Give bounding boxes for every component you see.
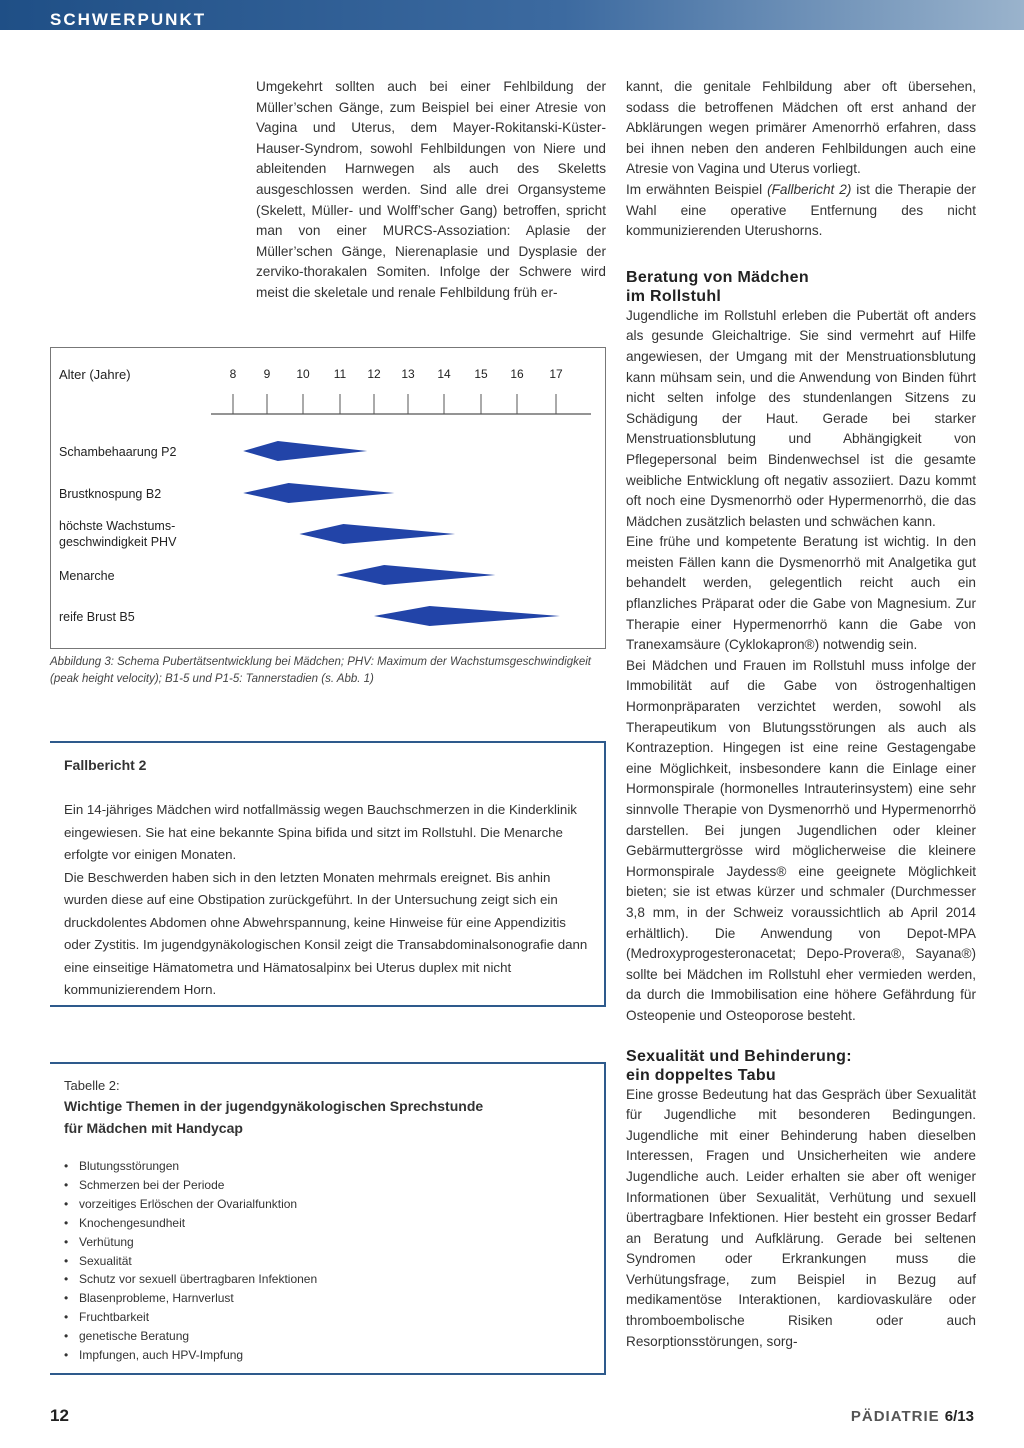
heading-line: ein doppeltes Tabu <box>626 1066 777 1084</box>
list-item: • Schmerzen bei der Periode <box>64 1176 590 1195</box>
puberty-diagram-svg <box>51 348 607 650</box>
stage-bar <box>299 524 455 544</box>
tick-label: 13 <box>401 367 415 381</box>
paragraph: Umgekehrt sollten auch bei einer Fehlbildung der Müller’schen Gänge, zum Beispiel bei einer Atresie von Vagina und Uterus, dem Mayer-Rokitanski-Küster-Hauser-Syndrom, sowohl Fehlbildungen von Niere und ableitenden Harnwegen als auch des Skeletts ausgeschlossen werden. Sind alle drei Organsysteme (Skelett, Müller- und Wolff’scher Gang) betroffen, spricht man von einer MURCS-Assoziation: Aplasie der Müller’schen Gänge, Nierenaplasie und Dysplasie der zerviko-thorakalen Somiten. Infolge der Schwere wird meist die skeletale und renale Fehlbildung früh er- <box>256 79 606 300</box>
heading-line: Sexualität und Behinderung: <box>626 1047 852 1065</box>
paragraph: Jugendliche im Rollstuhl erleben die Pubertät oft anders als gesunde Gleichaltrige. Sie sind vermehrt auf Hilfe angewiesen, der Umgang mit der Menstruationsblutung kann mühsam sein, und die Anwendung von Binden führt nicht selten infolge des stundenlangen Sitzens zu Schädigung der Haut. Gerade bei starker Menstruationsblutung und Abhängigkeit von Pflegepersonal beim Bindenwechsel ist die gesamte weibliche Entwicklung oft negativ assoziiert. Dazu kommt oft noch eine Dysmenorrhö oder Hypermenorrhö, die das Mädchen zusätzlich belasten und schwächen kann. <box>626 307 976 529</box>
fallbericht-paragraph: Die Beschwerden haben sich in den letzten Monaten mehrmals ereignet. Bis anhin wurden diese auf eine Obstipation zurückgeführt. In der Untersuchung zeigt sich ein druckdolentes Abdomen ohne Abwehrspannung, keine Hinweise für eine Appendizitis oder Zystitis. Im jugendgynäkologischen Konsil zeigt die Transabdominalsonografie dann eine einseitige Hämatometra und Hämatosalpinx bei Uterus duplex mit nicht kommunizierendem Horn. <box>64 869 588 997</box>
issue-number: 6/13 <box>944 1408 974 1425</box>
fallbericht-box <box>50 741 606 1007</box>
section-heading-rollstuhl <box>626 268 976 306</box>
tabelle-title <box>64 1095 590 1139</box>
list-item: • genetische Beratung <box>64 1327 590 1346</box>
stage-label: Menarche <box>59 569 115 583</box>
list-item: • Fruchtbarkeit <box>64 1308 590 1327</box>
axis-label: Alter (Jahre) <box>59 367 131 382</box>
tabelle-label: Tabelle 2: <box>64 1078 120 1093</box>
title-line: Wichtige Themen in der jugendgynäkologischen Sprechstunde <box>64 1098 484 1114</box>
tick-label: 10 <box>296 367 310 381</box>
section-header-bar <box>0 0 1024 30</box>
stage-label: höchste Wachstums-geschwindigkeit PHV <box>59 519 177 549</box>
stage-bar <box>243 483 394 503</box>
reference-fallbericht: (Fallbericht 2) <box>767 181 852 197</box>
tick-label: 9 <box>263 367 271 381</box>
heading-line: Beratung von Mädchen <box>626 268 809 286</box>
stage-bar <box>243 441 367 461</box>
puberty-diagram <box>50 347 606 649</box>
list-item: • Impfungen, auch HPV-Impfung <box>64 1346 590 1365</box>
text-run: Im erwähnten Beispiel <box>626 181 768 197</box>
list-item: • vorzeitiges Erlöschen der Ovarialfunktion <box>64 1195 590 1214</box>
list-item: • Blasenprobleme, Harnverlust <box>64 1289 590 1308</box>
list-item: • Verhütung <box>64 1233 590 1252</box>
fallbericht-title: Fallbericht 2 <box>64 757 147 773</box>
tabelle-box <box>50 1062 606 1375</box>
topic-list <box>64 1157 590 1365</box>
stage-bar <box>374 606 560 626</box>
section-title: SCHWERPUNKT <box>50 10 207 29</box>
paragraph: Eine frühe und kompetente Beratung ist wichtig. In den meisten Fällen kann die Dysmenorrhö mit Analgetika gut behandelt werden, gelegentlich reicht auch ein pflanzliches Präparat oder die Gabe von Magnesium. Zur Therapie einer Hypermenorrhö kann die Gabe von Tranexamsäure (Cyklokapron®) notwendig sein. <box>626 534 976 653</box>
fallbericht-paragraph: Ein 14-jähriges Mädchen wird notfallmässig wegen Bauchschmerzen in die Kinderklinik eingewiesen. Sie hat eine bekannte Spina bifida und sitzt im Rollstuhl. Die Menarche erfolgte vor einigen Monaten. <box>64 802 577 862</box>
stage-bar <box>336 565 495 585</box>
right-column <box>626 77 976 1352</box>
heading-line: im Rollstuhl <box>626 287 722 305</box>
paragraph <box>626 180 976 242</box>
stage-label: Brustknospung B2 <box>59 487 162 501</box>
magazine-name: PÄDIATRIE <box>850 1408 940 1425</box>
page-number: 12 <box>50 1406 69 1425</box>
paragraph: Eine grosse Bedeutung hat das Gespräch über Sexualität für Jugendliche mit besonderen Bedingungen. Jugendliche mit einer Behinderung haben dieselben Interessen, Fragen und Unsicherheiten wie andere Jugendliche auch. Leider erhalten sie aber oft weniger Informationen über Sexualität, Verhütung und sexuell übertragbare Infektionen. Hier besteht ein grosser Bedarf an Beratung und Aufklärung. Gerade bei seltenen Syndromen oder Erkrankungen muss die Verhütungsfrage, zum Beispiel in Bezug auf medikamentöse Interaktionen, kardiovaskuläre oder thromboembolische Risiken oder auch Resorptionsstörungen, sorg- <box>626 1086 976 1349</box>
figure-caption: Abbildung 3: Schema Pubertätsentwicklung bei Mädchen; PHV: Maximum der Wachstumsgeschwindigkeit (peak height velocity); B1-5 und P1-5: Tannerstadien (s. Abb. 1) <box>50 656 591 685</box>
tick-label: 14 <box>437 367 451 381</box>
stage-label: reife Brust B5 <box>59 610 135 624</box>
text-run: ist die Therapie der Wahl eine operative Entfernung des nicht kommunizierenden Uterushorns. <box>626 181 976 239</box>
paragraph: Bei Mädchen und Frauen im Rollstuhl muss infolge der Immobilität auf die Gabe von östrogenhaltigen Hormonpräparaten verzichtet werden, sowohl als Therapeutikum von Blutungsstörungen als auch als Kontrazeption. Hingegen ist eine reine Gestagengabe eine Möglichkeit, insbesondere kann die Einlage einer Hormonspirale (hormonelles Intrauterinsystem) eine sehr sinnvolle Therapie von Dysmenorrhö und Hypermenorrhö darstellen. Bei jungen Jugendlichen oder kleiner Gebärmuttergrösse wird möglicherweise die kleinere Hormonspirale Jaydess® eine geeignete Möglichkeit bieten; sie ist etwas kürzer und schmaler (Durchmesser 3,8 mm, in der Schweiz voraussichtlich ab April 2014 erhältlich). Die Anwendung von Depot-MPA (Medroxyprogesteronacetat; Depo-Provera®, Sayana®) sollte bei Mädchen im Rollstuhl eher vermieden werden, da durch die Immobilisation eine höhere Gefährdung für Osteopenie und Osteoporose besteht. <box>626 657 976 1023</box>
section-heading-sexualitaet <box>626 1047 976 1085</box>
magazine-footer <box>851 1408 974 1425</box>
tick-label: 17 <box>549 367 563 381</box>
tick-label: 12 <box>367 367 381 381</box>
tick-label: 16 <box>510 367 524 381</box>
middle-column <box>256 77 606 304</box>
tick-label: 15 <box>474 367 488 381</box>
tick-label: 8 <box>229 367 237 381</box>
list-item: • Knochengesundheit <box>64 1214 590 1233</box>
list-item: • Blutungsstörungen <box>64 1157 590 1176</box>
list-item: • Schutz vor sexuell übertragbaren Infektionen <box>64 1270 590 1289</box>
paragraph: kannt, die genitale Fehlbildung aber oft übersehen, sodass die betroffenen Mädchen oft erst anhand der Abklärungen wegen primärer Amenorrhö erfahren, dass bei ihnen neben den anderen Fehlbildungen auch eine Atresie von Vagina und Uterus vorliegt. <box>626 79 976 177</box>
stage-label: Schambehaarung P2 <box>59 445 177 459</box>
title-line: für Mädchen mit Handycap <box>64 1120 243 1136</box>
list-item: • Sexualität <box>64 1252 590 1271</box>
tick-label: 11 <box>333 367 347 381</box>
